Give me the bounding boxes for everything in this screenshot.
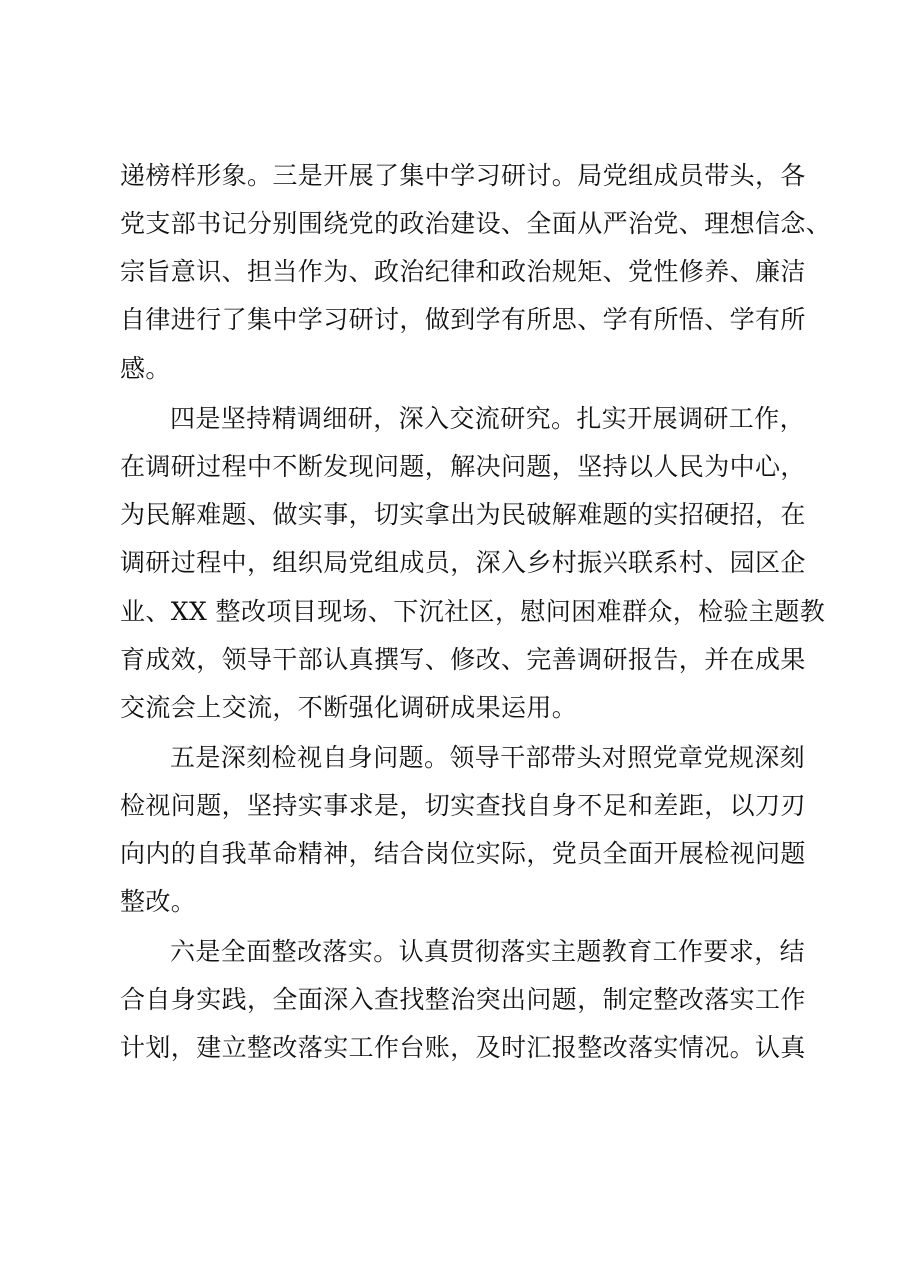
text-line: 为民解难题、做实事，切实拿出为民破解难题的实招硬招，在 [120, 500, 806, 529]
text-line: 党支部书记分别围绕党的政治建设、全面从严治党、理想信念、 [120, 209, 832, 238]
text-line: 业、XX 整改项目现场、下沉社区，慰问困难群众，检验主题教 [120, 597, 826, 626]
text-line: 育成效，领导干部认真撰写、修改、完善调研报告，并在成果 [120, 645, 806, 674]
paragraph-start-line: 四是坚持精调细研，深入交流研究。扎实开展调研工作， [170, 404, 806, 433]
text-line: 检视问题，坚持实事求是，切实查找自身不足和差距，以刀刃 [120, 791, 806, 820]
paragraph-start-line: 五是深刻检视自身问题。领导干部带头对照党章党规深刻 [170, 743, 806, 772]
text-line: 合自身实践，全面深入查找整治突出问题，制定整改落实工作 [120, 985, 806, 1014]
text-line: 计划，建立整改落实工作台账，及时汇报整改落实情况。认真 [120, 1033, 806, 1062]
text-line: 交流会上交流，不断强化调研成果运用。 [120, 693, 578, 722]
text-line: 感。 [120, 354, 171, 383]
text-line: 调研过程中，组织局党组成员，深入乡村振兴联系村、园区企 [120, 548, 806, 577]
text-line: 自律进行了集中学习研讨，做到学有所思、学有所悟、学有所 [120, 305, 806, 334]
paragraph-start-line: 六是全面整改落实。认真贯彻落实主题教育工作要求，结 [170, 937, 806, 966]
text-line: 在调研过程中不断发现问题，解决问题，坚持以人民为中心， [120, 452, 806, 481]
text-line: 递榜样形象。三是开展了集中学习研讨。局党组成员带头，各 [120, 161, 806, 190]
text-line: 整改。 [120, 887, 197, 916]
text-line: 宗旨意识、担当作为、政治纪律和政治规矩、党性修养、廉洁 [120, 257, 806, 286]
text-line: 向内的自我革命精神，结合岗位实际，党员全面开展检视问题 [120, 839, 806, 868]
